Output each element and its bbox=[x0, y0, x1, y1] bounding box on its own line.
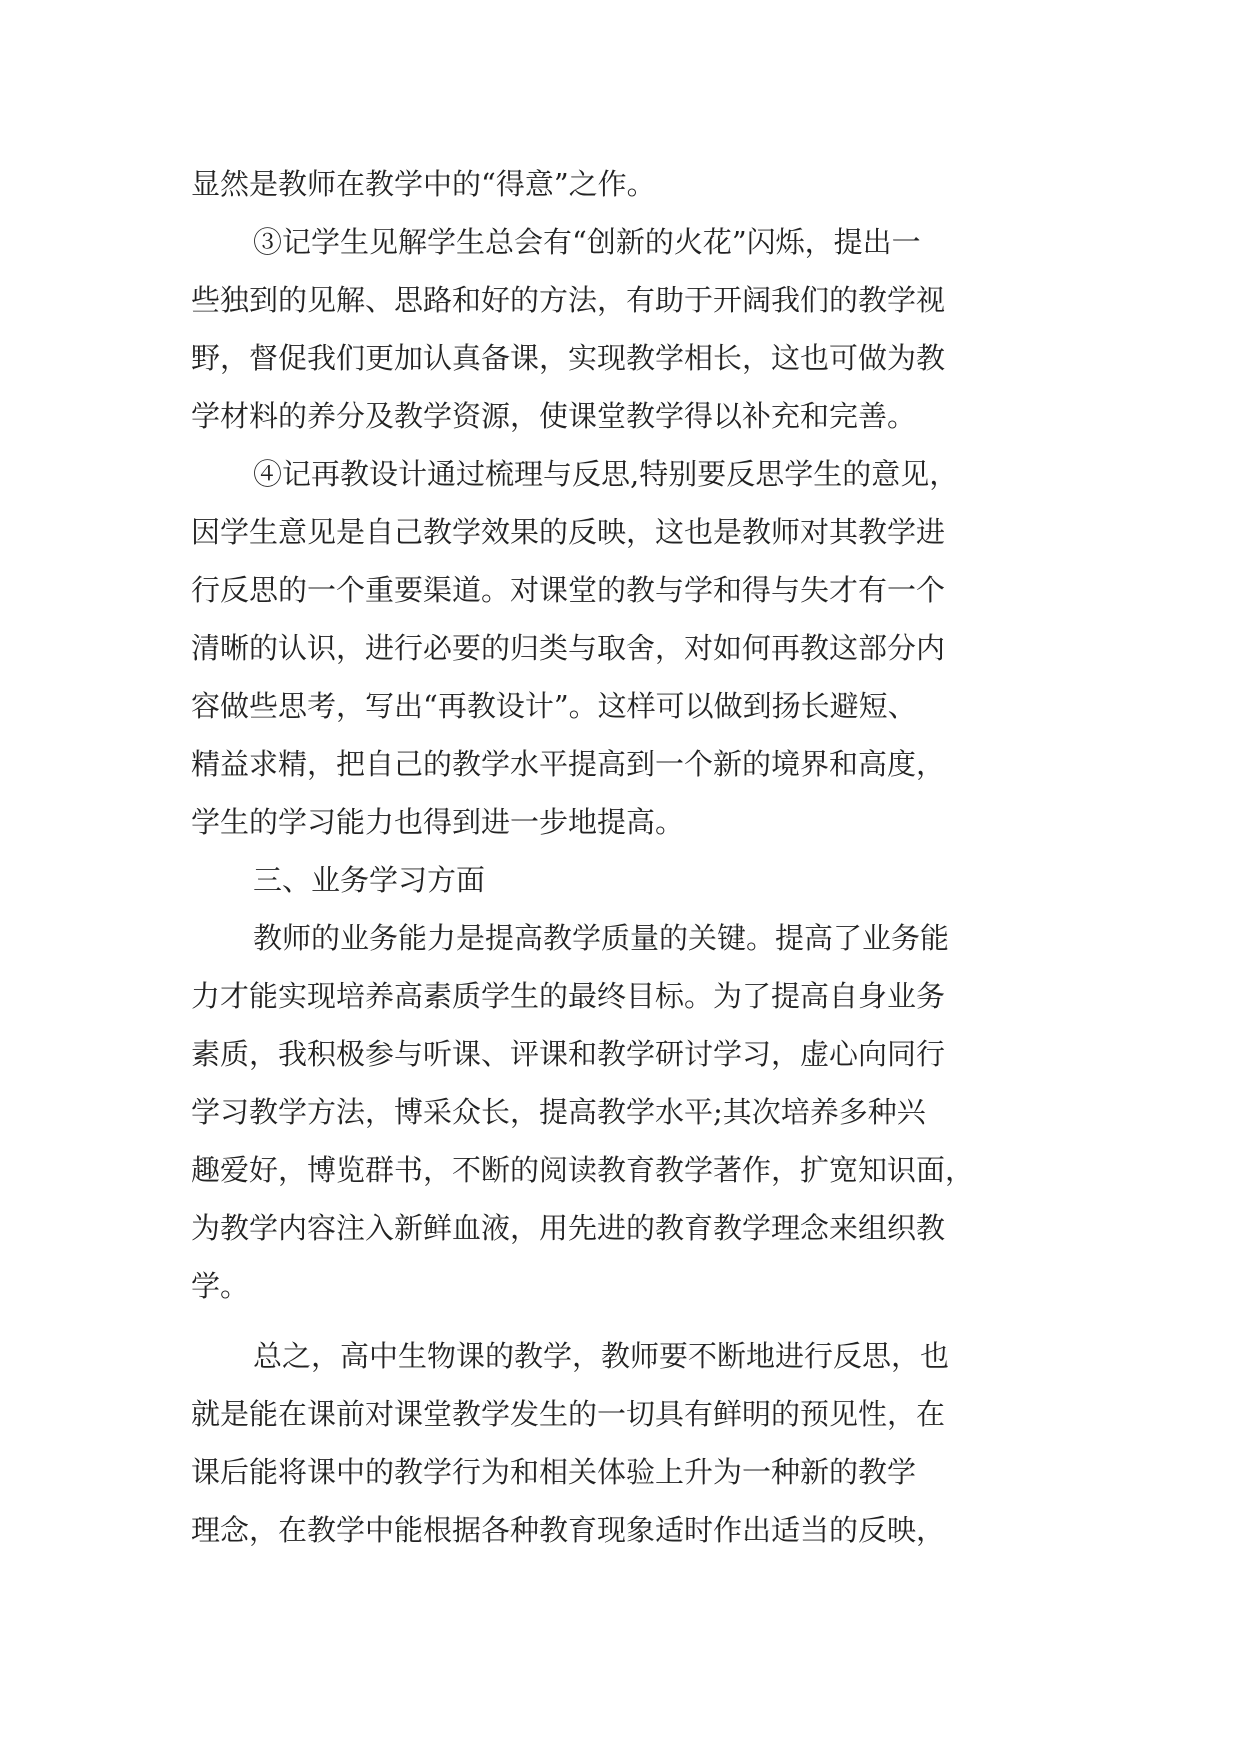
text-line-2: ③记学生见解学生总会有“创新的火花”闪烁，提出一 bbox=[253, 225, 921, 259]
text-line-5: 学材料的养分及教学资源，使课堂教学得以补充和完善。 bbox=[191, 399, 917, 433]
text-line-23: 课后能将课中的教学行为和相关体验上升为一种新的教学 bbox=[191, 1455, 917, 1489]
section-heading: 三、业务学习方面 bbox=[253, 863, 486, 897]
text-line-20: 学。 bbox=[191, 1269, 250, 1303]
text-line-3: 些独到的见解、思路和好的方法，有助于开阔我们的教学视 bbox=[191, 283, 946, 317]
text-line-4: 野，督促我们更加认真备课，实现教学相长，这也可做为教 bbox=[191, 341, 946, 375]
text-line-14: 教师的业务能力是提高教学质量的关键。提高了业务能 bbox=[253, 921, 950, 955]
text-line-24: 理念，在教学中能根据各种教育现象适时作出适当的反映， bbox=[191, 1513, 946, 1547]
text-line-15: 力才能实现培养高素质学生的最终目标。为了提高自身业务 bbox=[191, 979, 946, 1013]
text-line-18: 趣爱好，博览群书，不断的阅读教育教学著作，扩宽知识面， bbox=[191, 1153, 975, 1187]
text-line-1: 显然是教师在教学中的“得意”之作。 bbox=[191, 167, 656, 201]
text-line-21: 总之，高中生物课的教学，教师要不断地进行反思，也 bbox=[253, 1339, 950, 1373]
text-line-9: 清晰的认识，进行必要的归类与取舍，对如何再教这部分内 bbox=[191, 631, 946, 665]
text-line-22: 就是能在课前对课堂教学发生的一切具有鲜明的预见性，在 bbox=[191, 1397, 946, 1431]
text-line-11: 精益求精，把自己的教学水平提高到一个新的境界和高度， bbox=[191, 747, 946, 781]
text-line-19: 为教学内容注入新鲜血液，用先进的教育教学理念来组织教 bbox=[191, 1211, 946, 1245]
text-line-17: 学习教学方法，博采众长，提高教学水平;其次培养多种兴 bbox=[191, 1095, 926, 1129]
text-line-16: 素质，我积极参与听课、评课和教学研讨学习，虚心向同行 bbox=[191, 1037, 946, 1071]
text-line-8: 行反思的一个重要渠道。对课堂的教与学和得与失才有一个 bbox=[191, 573, 946, 607]
text-line-6: ④记再教设计通过梳理与反思,特别要反思学生的意见， bbox=[253, 457, 959, 491]
text-line-10: 容做些思考，写出“再教设计”。这样可以做到扬长避短、 bbox=[191, 689, 917, 723]
text-line-7: 因学生意见是自己教学效果的反映，这也是教师对其教学进 bbox=[191, 515, 946, 549]
text-line-12: 学生的学习能力也得到进一步地提高。 bbox=[191, 805, 685, 839]
